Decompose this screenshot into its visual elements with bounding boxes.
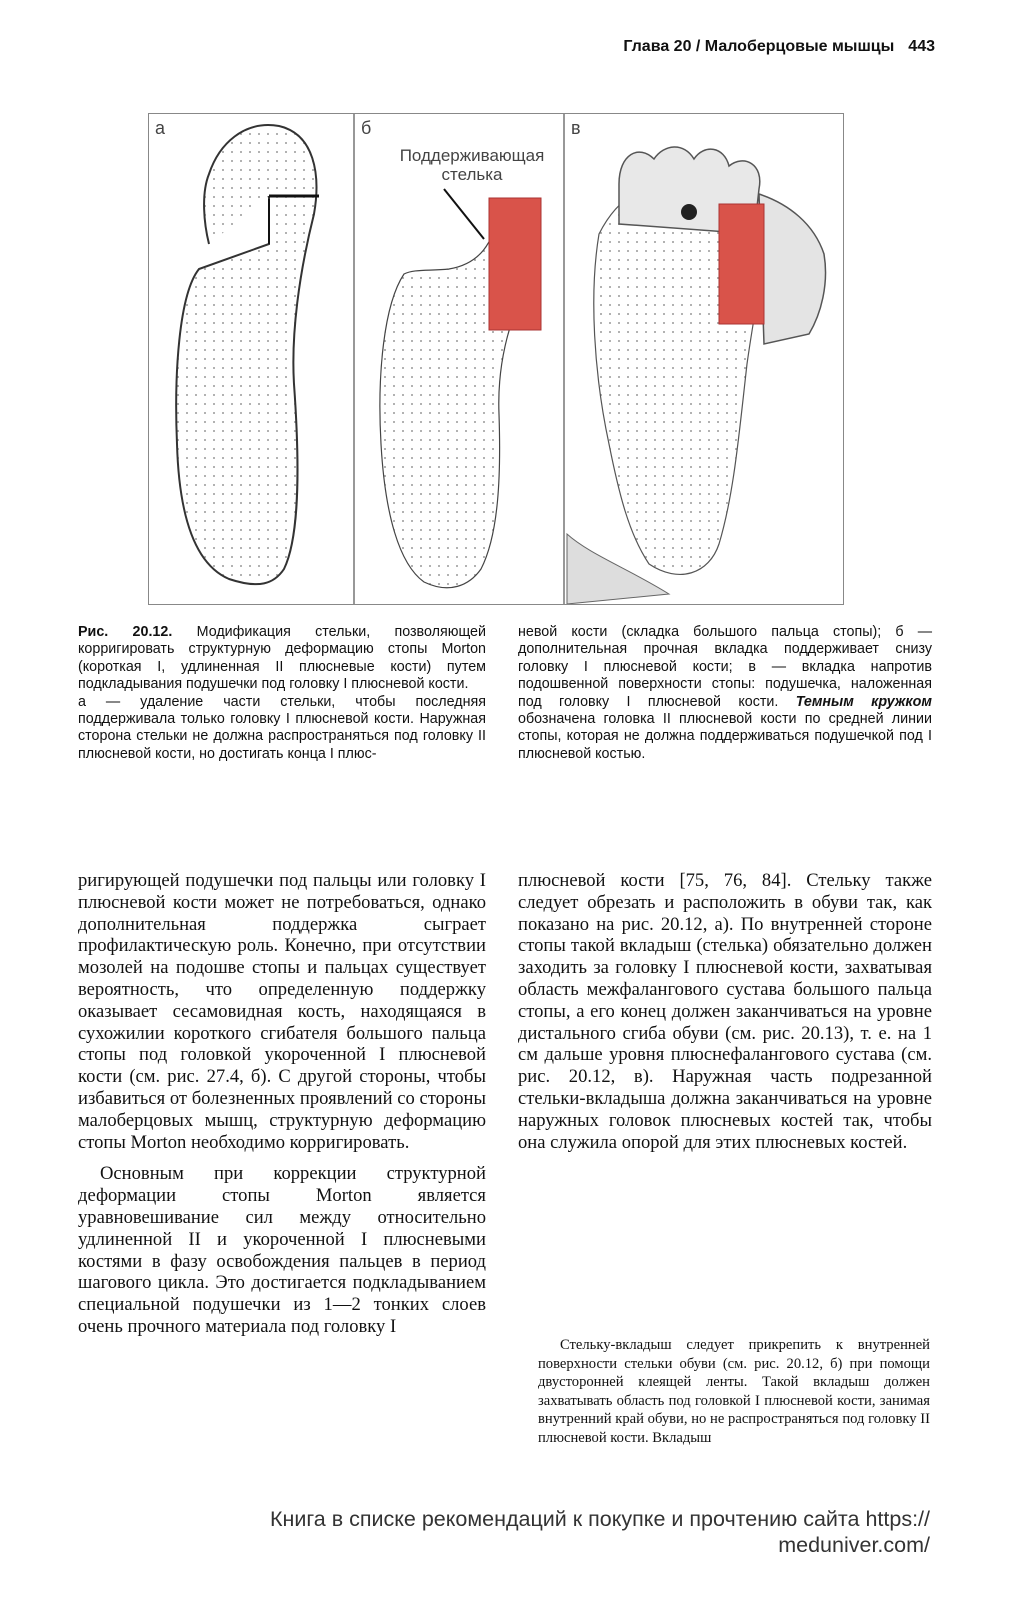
- caption-right: [518, 624, 932, 763]
- body-column-left: [78, 870, 486, 1338]
- caption-label: Рис. 20.12.: [78, 624, 173, 640]
- caption-text-2: а — удаление части стельки, чтобы последняя поддерживала только головку I плюсневой кости. Наружная сторона стельки не должна распространяться под головку II плюсневой кости, но достигать конца I плюс-: [78, 693, 486, 762]
- metatarsal-head-marker: [681, 204, 697, 220]
- figure-illustration: [149, 114, 843, 604]
- panel-label-b: б: [361, 118, 372, 138]
- body-paragraph-1: ригирующей подушечки под пальцы или головку I плюсневой кости может не потребоваться, однако дополнительная поддержка сыграет профилактическую роль. Конечно, при отсутствии мозолей на подошве стопы и пальцах существует вероятность, что определенную поддержку оказывает сесамовидная кость, находящаяся в сухожилии короткого сгибателя большого пальца стопы под головкой укороченной I плюсневой кости (см. рис. 27.4, б). С другой стороны, чтобы избавиться от болезненных проявлений со стороны малоберцовых мышц, структурную деформацию стопы Morton необходимо корригировать.: [78, 870, 486, 1153]
- caption-text-3: невой кости (складка большого пальца стопы); б — дополнительная прочная вкладка поддерживает снизу головку I плюсневой кости; в — вкладка напротив подошвенной поверхности стопы: подушечка, наложенная под головку I плюсневой кости.: [518, 624, 932, 710]
- support-insert-b: [489, 198, 541, 330]
- small-print-paragraph: Стельку-вкладыш следует прикрепить к внутренней поверхности стельки обуви (см. рис. 20.12, б) при помощи двусторонней клеящей ленты. Такой вкладыш должен захватывать область под головкой I плюсневой кости, занимая внутренний край обуви, но не распространяться под головку II плюсневой кости. Вкладыш: [538, 1337, 930, 1446]
- foot-c: [567, 147, 826, 604]
- body-paragraph-3: плюсневой кости [75, 76, 84]. Стельку также следует обрезать и расположить в обуви так, как показано на рис. 20.12, а). По внутренней стороне стопы такой вкладыш (стелька) обязательно должен заходить за головку I плюсневой кости, захватывая область межфалангового сустава большого пальца стопы, а его конец должен заканчиваться на уровне дистального сгиба обуви (см. рис. 20.13), т. е. на 1 см дальше уровня плюснефалангового сустава (см. рис. 20.12, в). Наружная часть подрезанной стельки-вкладыша должна заканчиваться на уровне наружных головок плюсневых костей так, чтобы она служила опорой для этих плюсневых костей.: [518, 870, 932, 1153]
- insole-a: [176, 125, 319, 584]
- panel-label-c: в: [571, 118, 581, 138]
- callout-leader-line: [444, 189, 484, 239]
- caption-emphasis: Темным кружком: [795, 693, 932, 710]
- figure-20-12: [148, 113, 844, 605]
- support-insert-c: [719, 204, 764, 324]
- running-header: [560, 38, 935, 56]
- callout-label: Поддерживающая стелька: [399, 146, 545, 184]
- caption-left: [78, 624, 486, 763]
- page-number: 443: [908, 38, 935, 55]
- body-paragraph-2: Основным при коррекции структурной деформации стопы Morton является уравновешивание сил между относительно удлиненной II и укороченной I плюсневыми костями в фазу освобождения пальцев в период шагового цикла. Это достигается подкладыванием специальной подушечки из 1—2 тонких слоев очень прочного материала под головку I: [78, 1163, 486, 1337]
- body-column-right: [518, 870, 932, 1153]
- chapter-title: Глава 20 / Малоберцовые мышцы: [623, 38, 895, 55]
- caption-text-1: Модификация стельки, позволяющей корригировать структурную деформацию стопы Morton (короткая I, удлиненная II плюсневые кости) путем подкладывания подушечки под головку I плюсневой кости.: [78, 624, 486, 693]
- site-watermark: Книга в списке рекомендаций к покупке и прочтению сайта https:// meduniver.com/: [270, 1507, 930, 1557]
- insole-b: [380, 189, 541, 588]
- panel-label-a: а: [155, 118, 166, 138]
- caption-text-4: обозначена головка II плюсневой кости по средней линии стопы, которая не должна поддерживаться подушечкой под I плюсневой костью.: [518, 711, 932, 762]
